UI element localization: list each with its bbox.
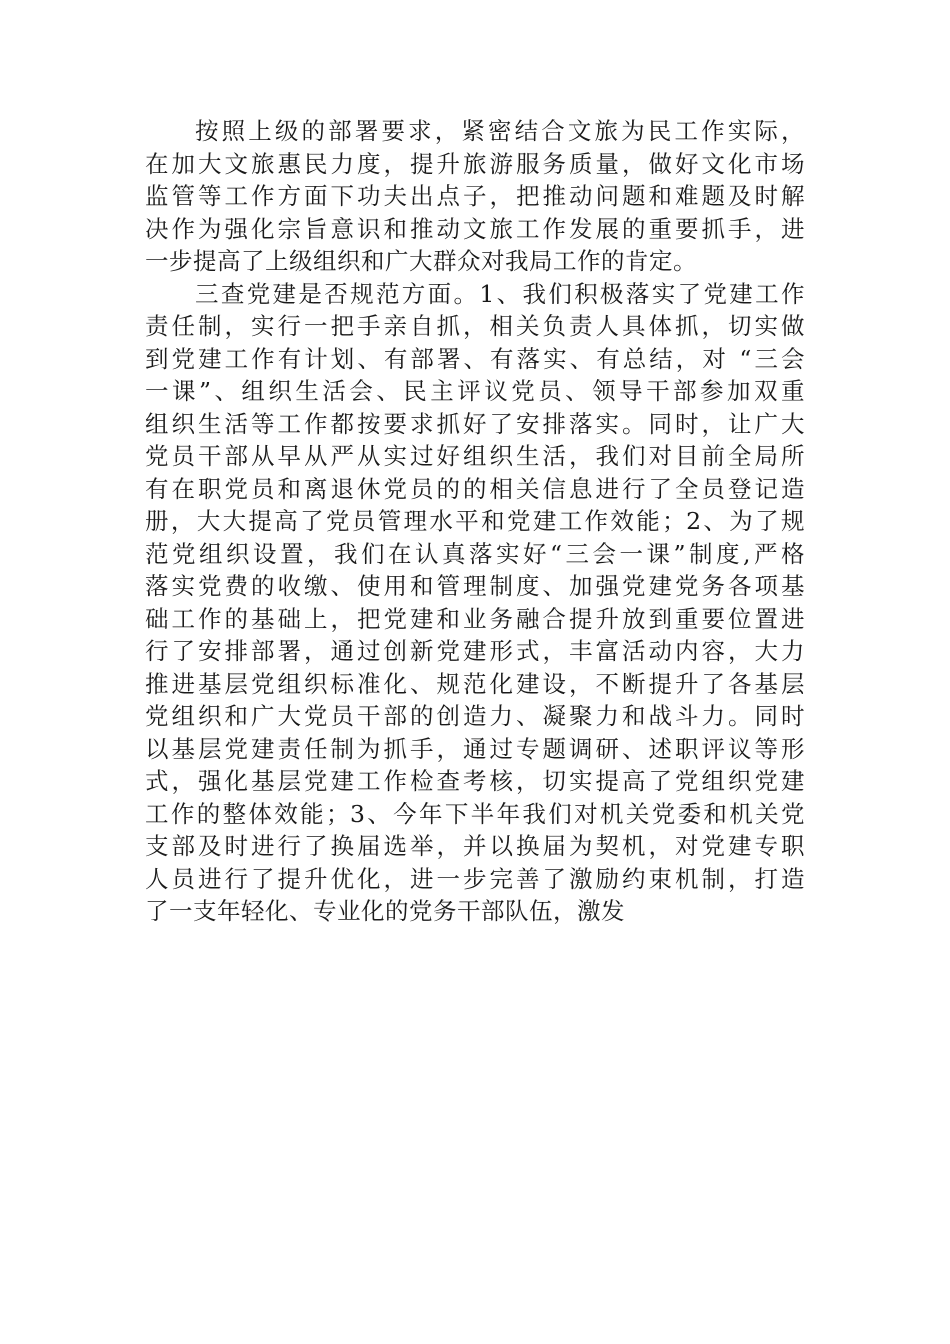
paragraph-2-line-11: 础工作的基础上，把党建和业务融合提升放到重要位置进 — [145, 604, 805, 633]
paragraph-2-line-17: 工作的整体效能；3、今年下半年我们对机关党委和机关党 — [145, 799, 805, 828]
paragraph-1-line-4: 决作为强化宗旨意识和推动文旅工作发展的重要抓手，进 — [145, 214, 805, 243]
paragraph-2-line-5: 组织生活等工作都按要求抓好了安排落实。同时，让广大 — [145, 409, 805, 438]
body-text — [145, 115, 805, 928]
paragraph-2-line-15: 以基层党建责任制为抓手，通过专题调研、述职评议等形 — [145, 734, 805, 763]
paragraph-2-line-2: 责任制，实行一把手亲自抓，相关负责人具体抓，切实做 — [145, 312, 805, 340]
paragraph-2-line-6: 党员干部从早从严从实过好组织生活，我们对目前全局所 — [145, 442, 805, 470]
paragraph-2-line-12: 行了安排部署，通过创新党建形式，丰富活动内容，大力 — [145, 637, 805, 665]
paragraph-1-line-1: 按照上级的部署要求，紧密结合文旅为民工作实际， — [195, 117, 805, 145]
paragraph-2-line-9: 范党组织设置，我们在认真落实好“三会一课”制度,严格 — [145, 539, 805, 568]
paragraph-2-line-10: 落实党费的收缴、使用和管理制度、加强党建党务各项基 — [145, 572, 805, 600]
paragraph-2-line-1: 三查党建是否规范方面。1、我们积极落实了党建工作 — [195, 279, 805, 308]
paragraph-2-line-14: 党组织和广大党员干部的创造力、凝聚力和战斗力。同时 — [145, 702, 805, 730]
paragraph-1-line-5: 一步提高了上级组织和广大群众对我局工作的肯定。 — [145, 247, 697, 275]
paragraph-2-line-16: 式，强化基层党建工作检查考核，切实提高了党组织党建 — [145, 767, 805, 795]
paragraph-2-line-8: 册，大大提高了党员管理水平和党建工作效能；2、为了规 — [145, 507, 805, 535]
paragraph-2-line-4: 一课”、组织生活会、民主评议党员、领导干部参加双重 — [145, 377, 805, 405]
paragraph-2-line-3: 到党建工作有计划、有部署、有落实、有总结，对 “三会 — [145, 344, 805, 373]
paragraph-2-line-19: 人员进行了提升优化，进一步完善了激励约束机制，打造 — [145, 864, 805, 893]
paragraph-2-line-7: 有在职党员和离退休党员的的相关信息进行了全员登记造 — [145, 474, 805, 503]
paragraph-2-line-20: 了一支年轻化、专业化的党务干部队伍，激发 — [145, 897, 625, 925]
paragraph-2-line-18: 支部及时进行了换届选举，并以换届为契机，对党建专职 — [145, 832, 805, 860]
paragraph-1-line-2: 在加大文旅惠民力度，提升旅游服务质量，做好文化市场 — [145, 149, 805, 178]
paragraph-1-line-3: 监管等工作方面下功夫出点子，把推动问题和难题及时解 — [145, 182, 805, 210]
paragraph-2-line-13: 推进基层党组织标准化、规范化建设，不断提升了各基层 — [145, 669, 805, 698]
